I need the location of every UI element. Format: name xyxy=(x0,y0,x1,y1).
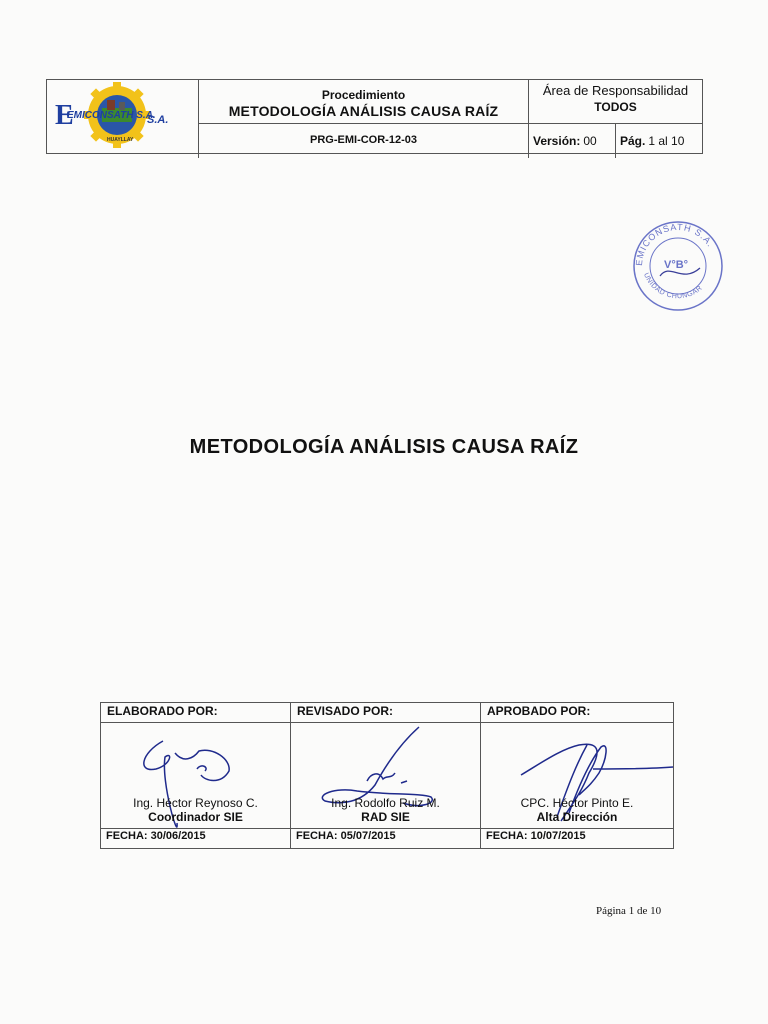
elaborated-role: Coordinador SIE xyxy=(148,810,243,824)
company-stamp xyxy=(630,218,726,314)
elaborated-date: FECHA: 30/06/2015 xyxy=(106,830,206,842)
approval-table xyxy=(100,702,674,849)
approved-column xyxy=(481,703,673,848)
svg-text:S.A.: S.A. xyxy=(147,114,169,126)
elaborated-column xyxy=(101,703,291,848)
page-label: Pág. xyxy=(620,134,646,148)
reviewed-role: RAD SIE xyxy=(361,810,410,824)
approved-role: Alta Dirección xyxy=(536,810,618,824)
header-title: METODOLOGÍA ANÁLISIS CAUSA RAÍZ xyxy=(228,103,499,119)
reviewed-column xyxy=(291,703,481,848)
elaborated-header: ELABORADO POR: xyxy=(101,703,290,723)
svg-text:E: E xyxy=(55,100,74,131)
page-cell xyxy=(616,124,684,158)
version-cell xyxy=(529,124,616,158)
reviewed-date: FECHA: 05/07/2015 xyxy=(296,830,396,842)
page-footer: Página 1 de 10 xyxy=(596,905,662,917)
svg-text:V°B°: V°B° xyxy=(664,259,689,271)
document-kind: Procedimiento xyxy=(321,88,406,102)
reviewed-header: REVISADO POR: xyxy=(291,703,480,723)
version-value: 00 xyxy=(583,134,597,148)
document-header-table xyxy=(46,79,703,154)
approved-name: CPC. Héctor Pinto E. xyxy=(520,796,634,810)
area-value: TODOS xyxy=(594,100,637,114)
svg-text:UNIDAD CHUNGAR: UNIDAD CHUNGAR xyxy=(642,271,704,301)
approved-date: FECHA: 10/07/2015 xyxy=(486,830,586,842)
company-logo xyxy=(47,80,199,158)
elaborated-name: Ing. Héctor Reynoso C. xyxy=(133,796,258,810)
page-value: 1 al 10 xyxy=(648,134,685,148)
reviewed-name: Ing. Rodolfo Ruiz M. xyxy=(331,796,440,810)
svg-text:EMICONSATH S.A.: EMICONSATH S.A. xyxy=(633,221,716,267)
area-label: Área de Responsabilidad xyxy=(542,83,689,98)
approved-header: APROBADO POR: xyxy=(481,703,673,723)
logo-subtext: HUAYLLAY xyxy=(107,137,134,143)
document-title: METODOLOGÍA ANÁLISIS CAUSA RAÍZ xyxy=(189,436,579,458)
document-code: PRG-EMI-COR-12-03 xyxy=(310,134,417,146)
version-label: Versión: xyxy=(533,134,581,148)
logo-text: EMICONSATH S.A. xyxy=(67,110,156,121)
